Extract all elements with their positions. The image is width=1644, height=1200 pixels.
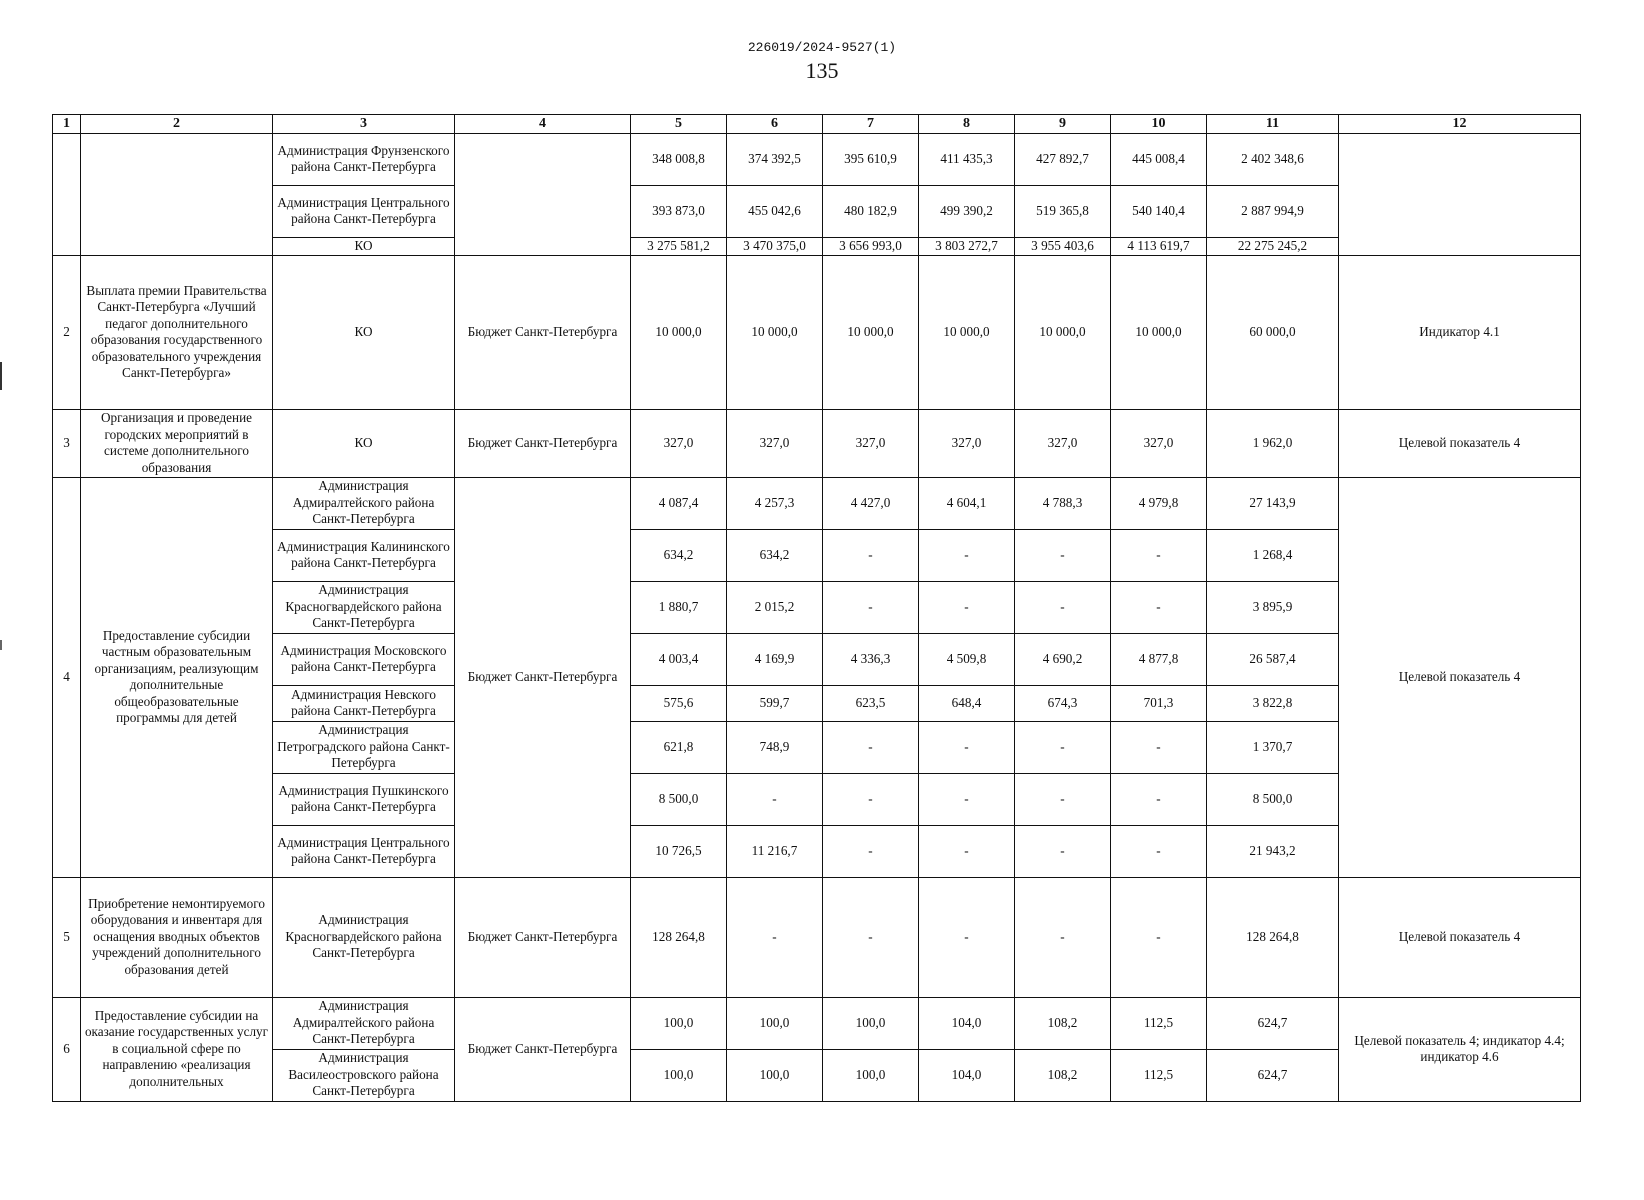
amount-cell: 10 000,0 bbox=[727, 255, 823, 409]
amount-cell: 374 392,5 bbox=[727, 133, 823, 185]
amount-cell: 108,2 bbox=[1015, 997, 1111, 1049]
amount-cell: 599,7 bbox=[727, 685, 823, 721]
amount-cell: - bbox=[919, 721, 1015, 773]
column-header: 3 bbox=[273, 115, 455, 134]
amount-cell: 648,4 bbox=[919, 685, 1015, 721]
amount-cell: 540 140,4 bbox=[1111, 185, 1207, 237]
amount-cell: - bbox=[1015, 721, 1111, 773]
activity-description bbox=[81, 133, 273, 255]
amount-cell: 11 216,7 bbox=[727, 825, 823, 877]
amount-cell: - bbox=[919, 529, 1015, 581]
amount-cell: 8 500,0 bbox=[631, 773, 727, 825]
amount-cell: 327,0 bbox=[919, 409, 1015, 477]
amount-cell: 634,2 bbox=[727, 529, 823, 581]
activity-description: Приобретение немонтируемого оборудования и инвентаря для оснащения вводных объектов учреждений дополнительного образования детей bbox=[81, 877, 273, 997]
amount-cell: 10 000,0 bbox=[1015, 255, 1111, 409]
amount-cell: 3 822,8 bbox=[1207, 685, 1339, 721]
row-number: 2 bbox=[53, 255, 81, 409]
column-header: 2 bbox=[81, 115, 273, 134]
funding-source: Бюджет Санкт-Петербурга bbox=[455, 997, 631, 1101]
amount-cell: 4 877,8 bbox=[1111, 633, 1207, 685]
table-row bbox=[53, 133, 1581, 185]
amount-cell: 10 000,0 bbox=[1111, 255, 1207, 409]
column-header: 1 bbox=[53, 115, 81, 134]
amount-cell: 27 143,9 bbox=[1207, 477, 1339, 529]
row-number: 5 bbox=[53, 877, 81, 997]
row-number: 3 bbox=[53, 409, 81, 477]
executor-name: КО bbox=[273, 409, 455, 477]
amount-cell: - bbox=[823, 529, 919, 581]
amount-cell: 4 169,9 bbox=[727, 633, 823, 685]
amount-cell: 104,0 bbox=[919, 997, 1015, 1049]
amount-cell: 21 943,2 bbox=[1207, 825, 1339, 877]
amount-cell: 499 390,2 bbox=[919, 185, 1015, 237]
funding-source: Бюджет Санкт-Петербурга bbox=[455, 409, 631, 477]
table-row bbox=[53, 255, 1581, 409]
target-indicator: Целевой показатель 4 bbox=[1339, 877, 1581, 997]
amount-cell: 100,0 bbox=[727, 997, 823, 1049]
amount-cell: 395 610,9 bbox=[823, 133, 919, 185]
amount-cell: 100,0 bbox=[631, 997, 727, 1049]
amount-cell: 327,0 bbox=[727, 409, 823, 477]
target-indicator: Индикатор 4.1 bbox=[1339, 255, 1581, 409]
amount-cell: 100,0 bbox=[823, 997, 919, 1049]
amount-cell: 327,0 bbox=[823, 409, 919, 477]
amount-cell: 4 788,3 bbox=[1015, 477, 1111, 529]
row-number bbox=[53, 133, 81, 255]
amount-cell: - bbox=[919, 877, 1015, 997]
amount-cell: - bbox=[823, 581, 919, 633]
column-header: 7 bbox=[823, 115, 919, 134]
amount-cell: - bbox=[823, 721, 919, 773]
amount-cell: 2 402 348,6 bbox=[1207, 133, 1339, 185]
scan-edge-mark bbox=[0, 640, 2, 650]
column-header: 5 bbox=[631, 115, 727, 134]
column-header: 4 bbox=[455, 115, 631, 134]
amount-cell: 3 895,9 bbox=[1207, 581, 1339, 633]
amount-cell: 104,0 bbox=[919, 1049, 1015, 1101]
amount-cell: - bbox=[1015, 773, 1111, 825]
amount-cell: 60 000,0 bbox=[1207, 255, 1339, 409]
funding-source: Бюджет Санкт-Петербурга bbox=[455, 877, 631, 997]
row-number: 6 bbox=[53, 997, 81, 1101]
amount-cell: 100,0 bbox=[727, 1049, 823, 1101]
funding-source bbox=[455, 133, 631, 255]
amount-cell: 4 003,4 bbox=[631, 633, 727, 685]
target-indicator bbox=[1339, 133, 1581, 255]
column-header: 8 bbox=[919, 115, 1015, 134]
amount-cell: 455 042,6 bbox=[727, 185, 823, 237]
amount-cell: 3 803 272,7 bbox=[919, 237, 1015, 255]
amount-cell: - bbox=[1015, 529, 1111, 581]
executor-name: Администрация Центрального района Санкт-Петербурга bbox=[273, 185, 455, 237]
amount-cell: - bbox=[1015, 877, 1111, 997]
executor-name: Администрация Фрунзенского района Санкт-Петербурга bbox=[273, 133, 455, 185]
amount-cell: 393 873,0 bbox=[631, 185, 727, 237]
amount-cell: 1 268,4 bbox=[1207, 529, 1339, 581]
executor-name: Администрация Калининского района Санкт-Петербурга bbox=[273, 529, 455, 581]
amount-cell: 480 182,9 bbox=[823, 185, 919, 237]
executor-name: Администрация Василеостровского района Санкт-Петербурга bbox=[273, 1049, 455, 1101]
amount-cell: - bbox=[1111, 773, 1207, 825]
amount-cell: 327,0 bbox=[1015, 409, 1111, 477]
amount-cell: 327,0 bbox=[1111, 409, 1207, 477]
executor-name: Администрация Петроградского района Санкт-Петербурга bbox=[273, 721, 455, 773]
amount-cell: 575,6 bbox=[631, 685, 727, 721]
amount-cell: 427 892,7 bbox=[1015, 133, 1111, 185]
executor-name: Администрация Московского района Санкт-Петербурга bbox=[273, 633, 455, 685]
amount-cell: - bbox=[1111, 581, 1207, 633]
executor-name: Администрация Адмиралтейского района Санкт-Петербурга bbox=[273, 477, 455, 529]
amount-cell: 112,5 bbox=[1111, 1049, 1207, 1101]
scan-edge-mark bbox=[0, 362, 2, 390]
amount-cell: 1 370,7 bbox=[1207, 721, 1339, 773]
amount-cell: 26 587,4 bbox=[1207, 633, 1339, 685]
amount-cell: 327,0 bbox=[631, 409, 727, 477]
activity-description: Выплата премии Правительства Санкт-Петербурга «Лучший педагог дополнительного образования государственного образовательного учреждения Санкт-Петербурга» bbox=[81, 255, 273, 409]
amount-cell: - bbox=[1111, 825, 1207, 877]
amount-cell: 4 087,4 bbox=[631, 477, 727, 529]
amount-cell: - bbox=[823, 877, 919, 997]
amount-cell: 4 604,1 bbox=[919, 477, 1015, 529]
amount-cell: 624,7 bbox=[1207, 1049, 1339, 1101]
amount-cell: 1 962,0 bbox=[1207, 409, 1339, 477]
column-header: 10 bbox=[1111, 115, 1207, 134]
table-row bbox=[53, 409, 1581, 477]
amount-cell: 3 275 581,2 bbox=[631, 237, 727, 255]
table-body bbox=[53, 133, 1581, 1101]
amount-cell: 2 015,2 bbox=[727, 581, 823, 633]
amount-cell: 634,2 bbox=[631, 529, 727, 581]
executor-name: Администрация Красногвардейского района Санкт-Петербурга bbox=[273, 581, 455, 633]
executor-name: КО bbox=[273, 237, 455, 255]
amount-cell: 3 656 993,0 bbox=[823, 237, 919, 255]
amount-cell: 4 113 619,7 bbox=[1111, 237, 1207, 255]
amount-cell: 128 264,8 bbox=[1207, 877, 1339, 997]
amount-cell: 519 365,8 bbox=[1015, 185, 1111, 237]
amount-cell: - bbox=[919, 773, 1015, 825]
amount-cell: 623,5 bbox=[823, 685, 919, 721]
amount-cell: 3 955 403,6 bbox=[1015, 237, 1111, 255]
column-header: 11 bbox=[1207, 115, 1339, 134]
executor-name: Администрация Красногвардейского района Санкт-Петербурга bbox=[273, 877, 455, 997]
table-row bbox=[53, 997, 1581, 1049]
amount-cell: - bbox=[1111, 721, 1207, 773]
budget-table bbox=[52, 114, 1581, 1102]
amount-cell: 100,0 bbox=[823, 1049, 919, 1101]
activity-description: Предоставление субсидии на оказание государственных услуг в социальной сфере по направлению «реализация дополнительных bbox=[81, 997, 273, 1101]
table-header bbox=[53, 115, 1581, 134]
amount-cell: 10 000,0 bbox=[919, 255, 1015, 409]
amount-cell: 3 470 375,0 bbox=[727, 237, 823, 255]
amount-cell: 445 008,4 bbox=[1111, 133, 1207, 185]
amount-cell: 4 509,8 bbox=[919, 633, 1015, 685]
executor-name: Администрация Невского района Санкт-Петербурга bbox=[273, 685, 455, 721]
amount-cell: - bbox=[823, 773, 919, 825]
funding-source: Бюджет Санкт-Петербурга bbox=[455, 477, 631, 877]
executor-name: Администрация Адмиралтейского района Санкт-Петербурга bbox=[273, 997, 455, 1049]
table-row bbox=[53, 477, 1581, 529]
executor-name: Администрация Центрального района Санкт-Петербурга bbox=[273, 825, 455, 877]
amount-cell: - bbox=[1015, 581, 1111, 633]
amount-cell: 8 500,0 bbox=[1207, 773, 1339, 825]
amount-cell: 4 979,8 bbox=[1111, 477, 1207, 529]
amount-cell: 748,9 bbox=[727, 721, 823, 773]
amount-cell: 112,5 bbox=[1111, 997, 1207, 1049]
amount-cell: 701,3 bbox=[1111, 685, 1207, 721]
column-header: 6 bbox=[727, 115, 823, 134]
amount-cell: 4 427,0 bbox=[823, 477, 919, 529]
column-header: 9 bbox=[1015, 115, 1111, 134]
amount-cell: - bbox=[1111, 877, 1207, 997]
column-header: 12 bbox=[1339, 115, 1581, 134]
amount-cell: 10 000,0 bbox=[631, 255, 727, 409]
amount-cell: 108,2 bbox=[1015, 1049, 1111, 1101]
amount-cell: 10 000,0 bbox=[823, 255, 919, 409]
amount-cell: - bbox=[1015, 825, 1111, 877]
amount-cell: - bbox=[1111, 529, 1207, 581]
funding-source: Бюджет Санкт-Петербурга bbox=[455, 255, 631, 409]
amount-cell: 4 690,2 bbox=[1015, 633, 1111, 685]
amount-cell: 100,0 bbox=[631, 1049, 727, 1101]
page-number: 135 bbox=[805, 58, 839, 83]
target-indicator: Целевой показатель 4 bbox=[1339, 477, 1581, 877]
amount-cell: - bbox=[727, 773, 823, 825]
amount-cell: 4 257,3 bbox=[727, 477, 823, 529]
amount-cell: - bbox=[919, 825, 1015, 877]
document-id: 226019/2024-9527(1) bbox=[747, 40, 897, 55]
amount-cell: - bbox=[919, 581, 1015, 633]
amount-cell: 10 726,5 bbox=[631, 825, 727, 877]
amount-cell: 128 264,8 bbox=[631, 877, 727, 997]
activity-description: Предоставление субсидии частным образовательным организациям, реализующим дополнительные общеобразовательные программы для детей bbox=[81, 477, 273, 877]
target-indicator: Целевой показатель 4 bbox=[1339, 409, 1581, 477]
executor-name: КО bbox=[273, 255, 455, 409]
amount-cell: 411 435,3 bbox=[919, 133, 1015, 185]
amount-cell: 1 880,7 bbox=[631, 581, 727, 633]
table-row bbox=[53, 877, 1581, 997]
amount-cell: 624,7 bbox=[1207, 997, 1339, 1049]
amount-cell: - bbox=[823, 825, 919, 877]
executor-name: Администрация Пушкинского района Санкт-Петербурга bbox=[273, 773, 455, 825]
amount-cell: 621,8 bbox=[631, 721, 727, 773]
amount-cell: 22 275 245,2 bbox=[1207, 237, 1339, 255]
header-row bbox=[53, 115, 1581, 134]
activity-description: Организация и проведение городских мероприятий в системе дополнительного образования bbox=[81, 409, 273, 477]
row-number: 4 bbox=[53, 477, 81, 877]
amount-cell: 4 336,3 bbox=[823, 633, 919, 685]
amount-cell: 2 887 994,9 bbox=[1207, 185, 1339, 237]
amount-cell: 674,3 bbox=[1015, 685, 1111, 721]
amount-cell: 348 008,8 bbox=[631, 133, 727, 185]
amount-cell: - bbox=[727, 877, 823, 997]
target-indicator: Целевой показатель 4; индикатор 4.4; индикатор 4.6 bbox=[1339, 997, 1581, 1101]
